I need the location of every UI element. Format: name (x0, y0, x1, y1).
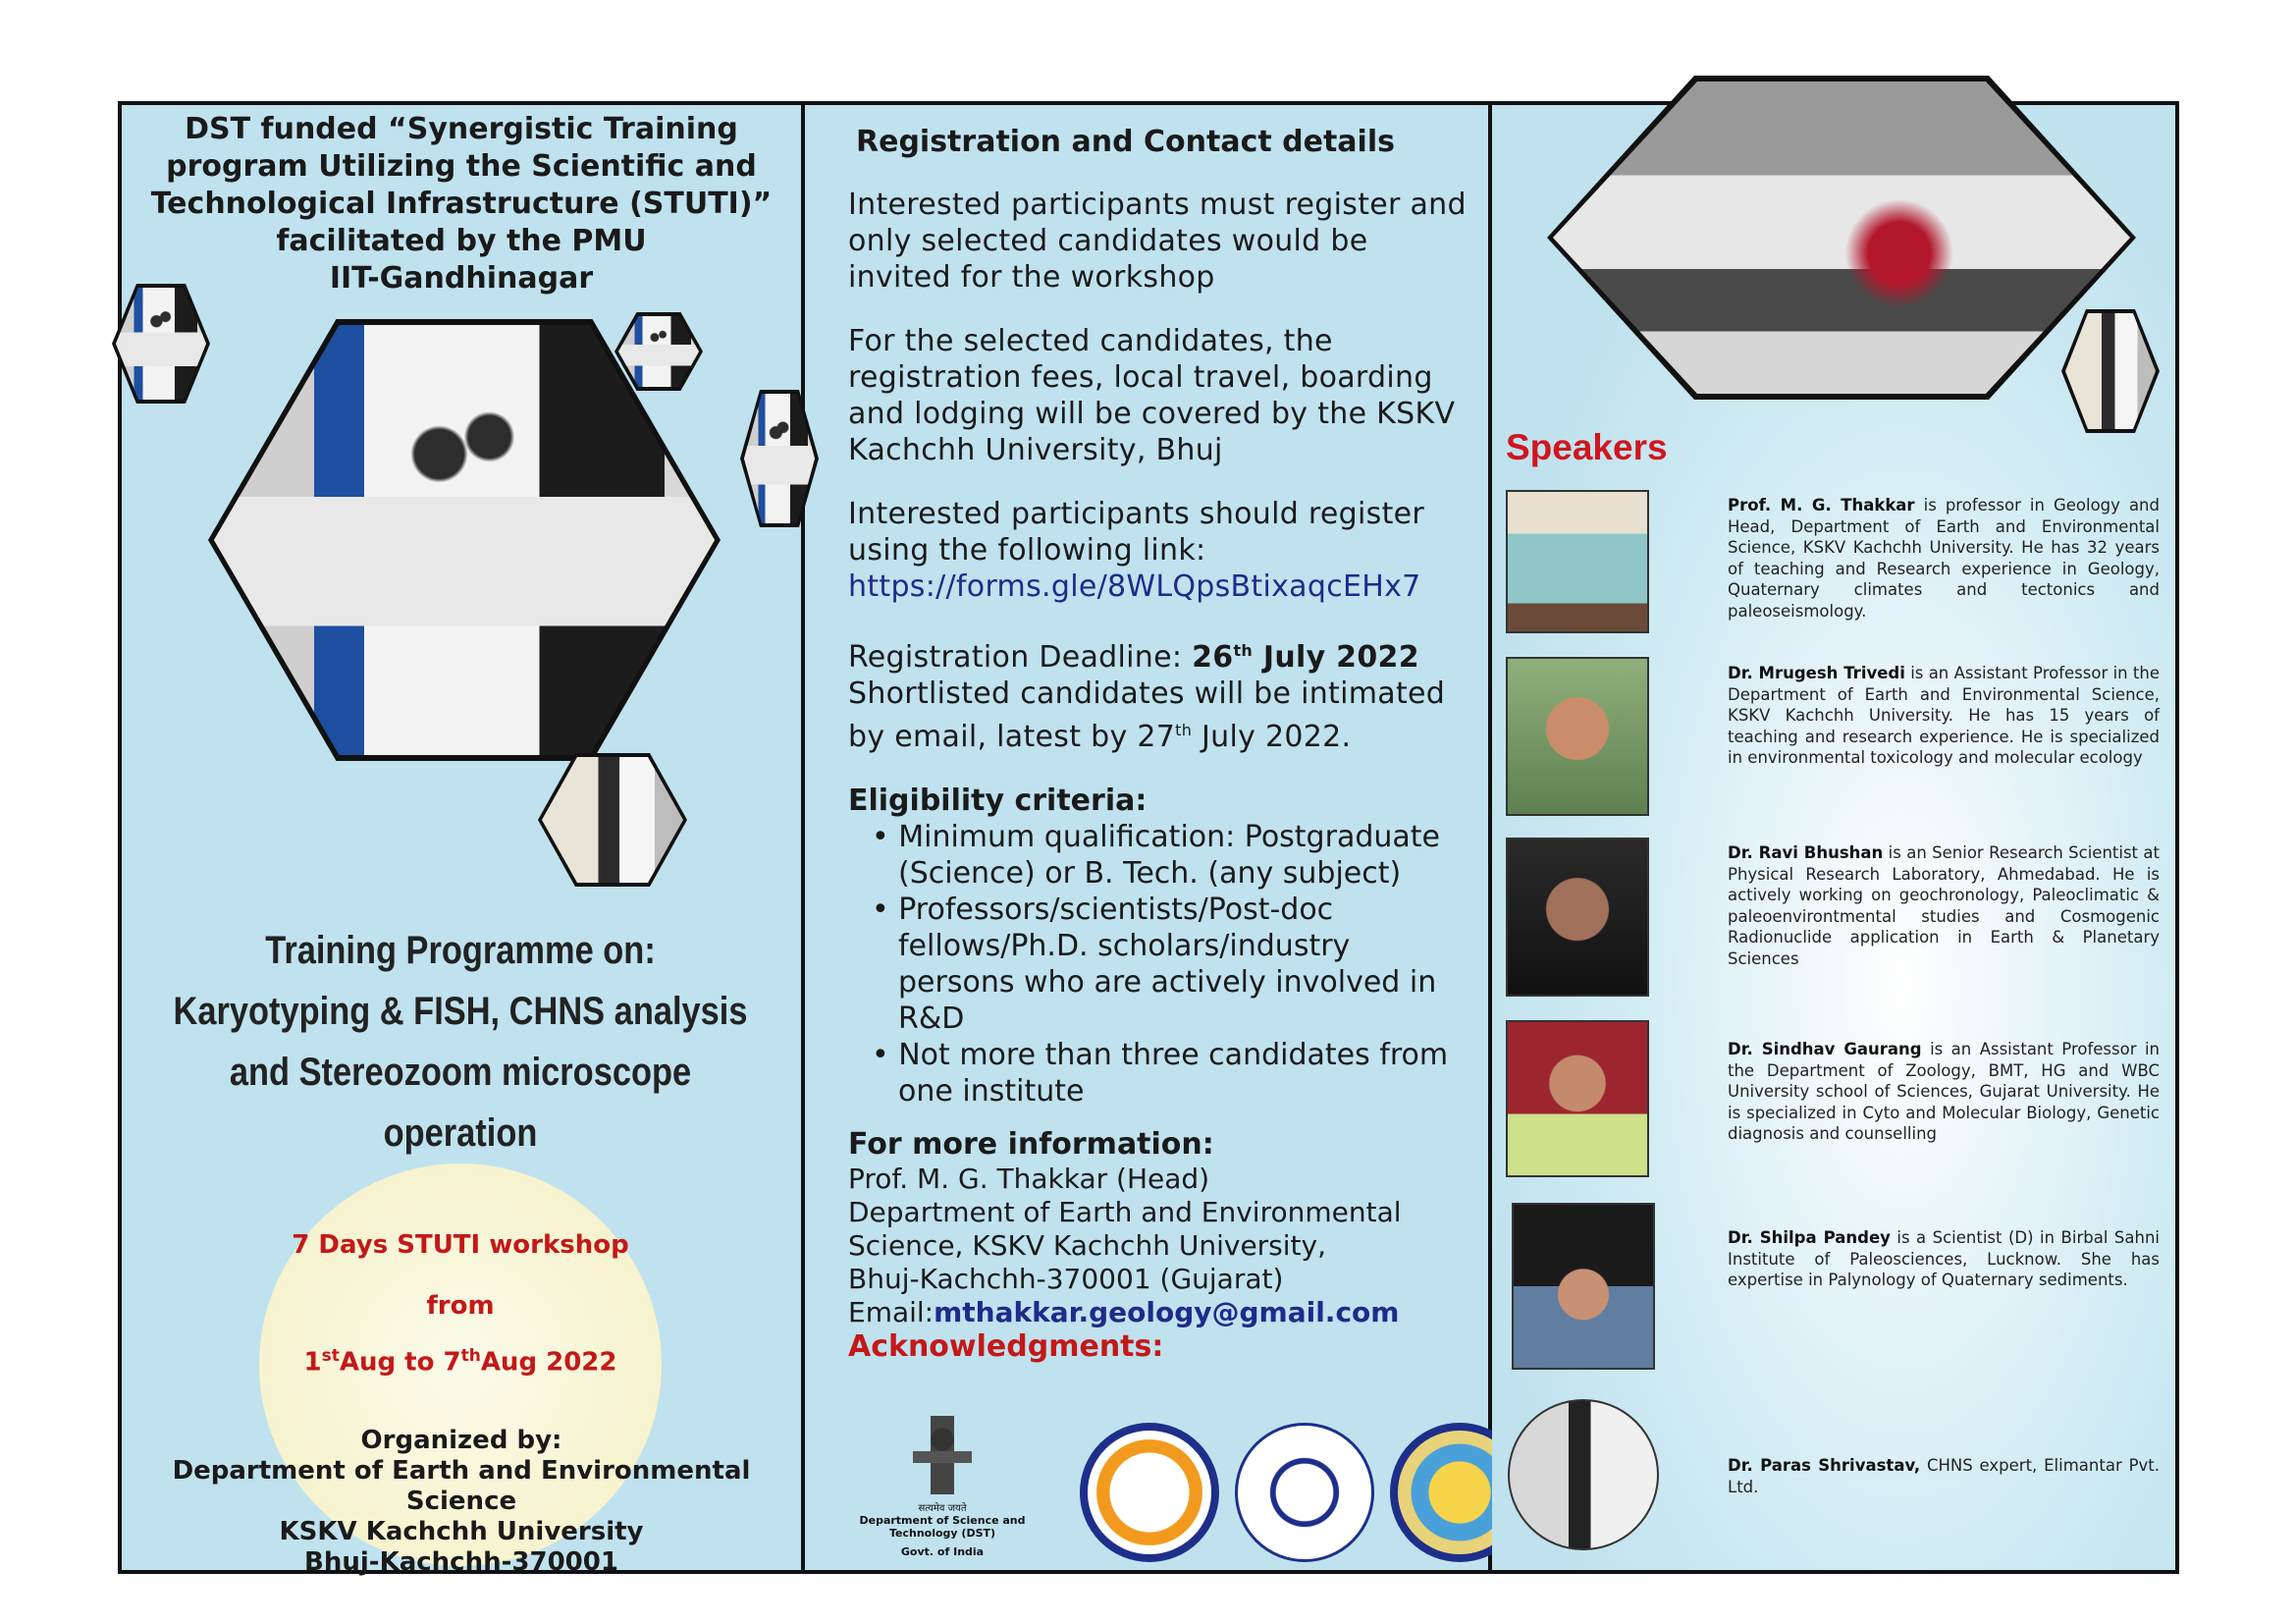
register-link-para (848, 496, 1468, 605)
list-item: • Minimum qualification: Postgraduate (Science) or B. Tech. (any subject) (848, 819, 1468, 892)
list-item: • Professors/scientists/Post-doc fellows/Ph.D. scholars/industry persons who are actively involved in R&D (848, 892, 1468, 1037)
dst-logo (825, 1416, 1060, 1558)
dst-caption: Department of Science and Technology (DST) (859, 1514, 1026, 1540)
organizer-line: Department of Earth and Environmental Science (172, 1456, 751, 1516)
right-panel (1492, 105, 2175, 1570)
shortlist-text-end: July 2022. (1192, 720, 1352, 754)
fist-logo (1080, 1423, 1219, 1562)
speaker-bio (1728, 842, 2160, 969)
speaker-photo (1506, 1020, 1649, 1177)
title-line: Training Programme on: (265, 929, 656, 972)
contact-line: Science, KSKV Kachchh University, (848, 1229, 1326, 1262)
workshop-dates: 1stAug to 7thAug 2022 (303, 1346, 617, 1378)
funding-para: For the selected candidates, the registration fees, local travel, boarding and lodging will be covered by the KSKV Kachchh University, Bhuj (848, 324, 1456, 467)
stereozoom-photo (1553, 81, 2130, 394)
speaker-text: is an Assistant Professor in the Department of Zoology, BMT, HG and WBC University school of Sciences, Gujarat University. He is specialized in Cyto and Molecular Biology, Genetic diagnosis and counselling (1728, 1040, 2160, 1143)
speaker-photo (1508, 1399, 1659, 1550)
shortlist-sup: th (1175, 721, 1193, 739)
deadline-day: 26 (1192, 640, 1234, 675)
email-link[interactable]: mthakkar.geology@gmail.com (934, 1296, 1400, 1328)
organizer-line: Organized by: (360, 1426, 562, 1455)
workshop-from: from (426, 1291, 495, 1321)
title-line: Karyotyping & FISH, CHNS analysis (173, 990, 748, 1033)
speaker-name: Dr. Sindhav Gaurang (1728, 1040, 1922, 1058)
speaker-name: Dr. Paras Shrivastav, (1728, 1456, 1921, 1475)
registration-link[interactable]: https://forms.gle/8WLQpsBtixaqcEHx7 (848, 569, 1421, 604)
organizer-block (122, 1426, 801, 1578)
info-heading: For more information: (848, 1127, 1214, 1162)
speaker-text: is an Assistant Professor in the Department of Earth and Environmental Science, KSKV Kachchh University. He has 15 years of teaching and research experience. He is specialized in environmental toxicology and molecular ecology (1728, 664, 2160, 767)
header-line: IIT-Gandhinagar (329, 261, 594, 296)
dst-sub-caption: Govt. of India (900, 1545, 985, 1558)
eligibility-list (848, 819, 1468, 1110)
deadline-label: Registration Deadline: (848, 640, 1193, 675)
deadline-month: July 2022 (1253, 640, 1419, 675)
speaker-photo (1506, 490, 1649, 633)
speaker-bio (1728, 495, 2160, 622)
speakers-heading: Speakers (1506, 427, 1668, 467)
speaker-bio (1728, 663, 2160, 769)
speaker-name: Dr. Mrugesh Trivedi (1728, 664, 1905, 682)
contact-line: Prof. M. G. Thakkar (Head) (848, 1163, 1210, 1195)
workshop-duration: 7 Days STUTI workshop (292, 1230, 629, 1260)
program-header (132, 111, 791, 298)
header-line: program Utilizing the Scientific and (166, 149, 757, 184)
email-line (848, 1296, 1468, 1329)
middle-panel (805, 105, 1492, 1570)
organizer-line: Bhuj-Kachchh-370001 (304, 1547, 618, 1577)
register-text: Interested participants should register using the following link: (848, 497, 1425, 568)
registration-heading: Registration and Contact details (856, 125, 1395, 159)
speaker-text: is professor in Geology and Head, Department of Earth and Environmental Science, KSKV Kachchh University. He has 32 years of teaching and Research experience in Geology, Quaternary climates and tectonics and paleoseismology. (1728, 496, 2160, 621)
iitgn-logo (1235, 1423, 1374, 1562)
header-line: facilitated by the PMU (276, 224, 647, 258)
speaker-text: is an Senior Research Scientist at Physical Research Laboratory, Ahmedabad. He is actively working on geochronology, Paleoclimatic & paleoenvirontmental studies and Cosmogenic Radionuclide application in Earth & Planetary Sciences (1728, 843, 2160, 968)
shortlist-text: Shortlisted candidates will be intimated by email, latest by 27 (848, 677, 1446, 754)
header-line: DST funded “Synergistic Training (185, 112, 738, 146)
left-panel (122, 105, 805, 1577)
national-emblem-icon (913, 1416, 972, 1494)
speaker-name: Dr. Shilpa Pandey (1728, 1228, 1891, 1247)
organizer-line: KSKV Kachchh University (279, 1517, 644, 1546)
deadline-sup: th (1233, 641, 1254, 660)
speaker-name: Dr. Ravi Bhushan (1728, 843, 1884, 862)
speaker-text: is a Scientist (D) in Birbal Sahni Institute of Paleosciences, Lucknow. She has expertise in Palynology of Quaternary sediments. (1728, 1228, 2160, 1289)
email-label: Email: (848, 1296, 934, 1328)
contact-line: Bhuj-Kachchh-370001 (Gujarat) (848, 1263, 1284, 1295)
speaker-bio (1728, 1455, 2160, 1497)
brochure-frame (118, 101, 2179, 1577)
speaker-photo (1506, 657, 1649, 816)
speaker-bio (1728, 1227, 2160, 1291)
title-line: operation (383, 1111, 538, 1155)
deadline-para (848, 632, 1468, 755)
speaker-photo (1512, 1203, 1655, 1370)
emblem-motto: सत्यमेव जयते (918, 1503, 967, 1514)
eligibility-heading: Eligibility criteria: (848, 784, 1148, 818)
title-line: and Stereozoom microscope (229, 1051, 692, 1094)
training-title (169, 920, 751, 1164)
contact-line: Department of Earth and Environmental (848, 1196, 1402, 1228)
list-item: • Not more than three candidates from one institute (848, 1037, 1468, 1110)
header-line: Technological Infrastructure (STUTI)” (150, 187, 773, 221)
acknowledgments-heading: Acknowledgments: (848, 1329, 1164, 1364)
speaker-bio (1728, 1039, 2160, 1145)
registration-para: Interested participants must register and only selected candidates would be invited for the workshop (848, 188, 1467, 295)
speaker-photo (1506, 838, 1649, 997)
speaker-name: Prof. M. G. Thakkar (1728, 496, 1915, 514)
speaker-text: CHNS expert, Elimantar Pvt. Ltd. (1728, 1456, 2160, 1496)
